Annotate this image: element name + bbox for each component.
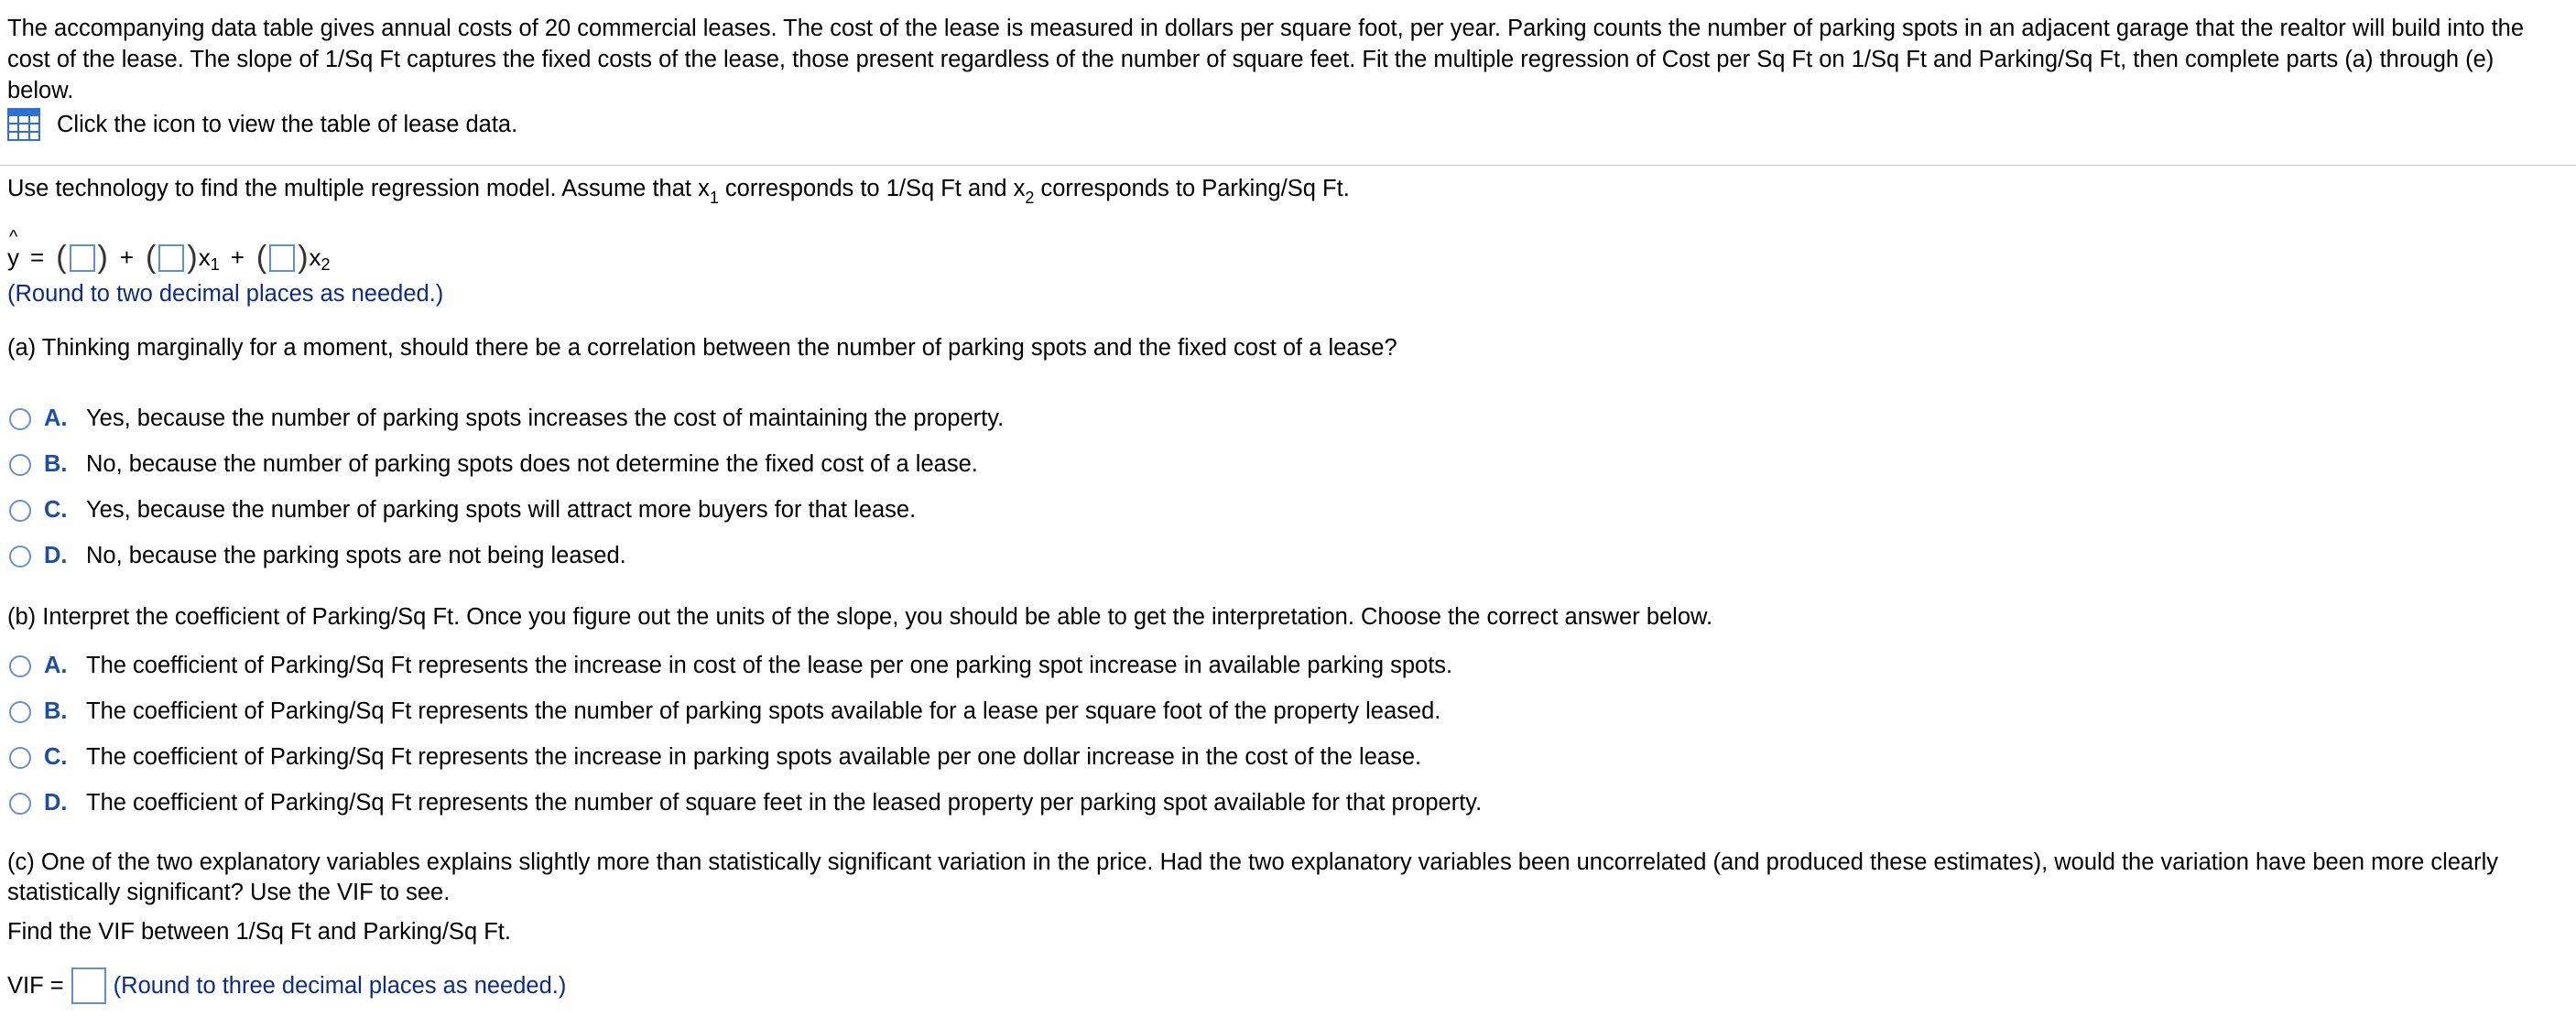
part-b-option-c[interactable]: C. The coefficient of Parking/Sq Ft represents the increase in parking spots available per one dollar increase in the cost of the lease. [9,744,1421,771]
view-table-text[interactable]: Click the icon to view the table of lease data. [57,111,518,137]
radio-button[interactable] [9,655,31,677]
radio-button[interactable] [9,793,31,815]
part-b-question: (b) Interpret the coefficient of Parking/Sq Ft. Once you figure out the units of the slope, you should be able to get the interpretation. Choose the correct answer below. [7,604,1713,630]
radio-button[interactable] [9,500,31,522]
problem-intro: The accompanying data table gives annual costs of 20 commercial leases. The cost of the lease is measured in dollars per square foot, per year. Parking counts the number of parking spots in an adjacent garage that the realtor will build into the cost of the lease. The slope of 1/Sq Ft captures the fixed costs of the lease, those present regardless of the number of square feet. Fit the multiple regression of Cost per Sq Ft on 1/Sq Ft and Parking/Sq Ft, then complete parts (a) through (e) below. [7,16,2525,103]
part-a-option-c[interactable]: C. Yes, because the number of parking spots will attract more buyers for that lease. [9,497,916,524]
find-vif-prompt: Find the VIF between 1/Sq Ft and Parking/Sq Ft. [7,919,511,945]
part-a-option-d[interactable]: D. No, because the parking spots are not being leased. [9,543,626,569]
vif-row: VIF = (Round to three decimal places as needed.) [7,968,566,1004]
regression-prompt: Use technology to find the multiple regression model. Assume that $x_1$ corresponds to 1/Sq Ft and $x_2$ corresponds to Parking/Sq Ft. [7,176,1350,207]
radio-button[interactable] [9,747,31,769]
round-three-hint: (Round to three decimal places as needed.) [113,972,567,999]
part-b-option-d[interactable]: D. The coefficient of Parking/Sq Ft represents the number of square feet in the leased property per parking spot available for that property. [9,790,1482,816]
table-grid-icon[interactable] [7,108,40,141]
regression-equation: ^ y = ( ) + ( ) x 1 + ( ) x 2 [7,227,331,275]
part-c-question: (c) One of the two explanatory variables explains slightly more than statistically significant variation in the price. Had the two explanatory variables been uncorrelated (and produced these estimates), would the variation have been more clearly statistically significant? Use the VIF to see. [7,849,2499,905]
part-b-option-a[interactable]: A. The coefficient of Parking/Sq Ft represents the increase in cost of the lease per one parking spot increase in available parking spots. [9,653,1452,679]
radio-button[interactable] [9,454,31,476]
radio-button[interactable] [9,701,31,723]
x1-coefficient-input[interactable] [158,244,184,272]
vif-input[interactable] [71,968,106,1004]
round-two-hint: (Round to two decimal places as needed.) [7,281,444,307]
x2-coefficient-input[interactable] [269,244,295,272]
radio-button[interactable] [9,408,31,430]
view-table-link[interactable] [7,108,517,141]
section-divider [0,165,2576,166]
intercept-input[interactable] [70,244,95,272]
y-hat: ^ y [7,227,19,271]
part-a-option-b[interactable]: B. No, because the number of parking spots does not determine the fixed cost of a lease. [9,451,978,478]
radio-button[interactable] [9,546,31,568]
part-b-option-b[interactable]: B. The coefficient of Parking/Sq Ft represents the number of parking spots available for a lease per square foot of the property leased. [9,698,1440,725]
part-a-question: (a) Thinking marginally for a moment, should there be a correlation between the number of parking spots and the fixed cost of a lease? [7,335,1397,361]
part-a-option-a[interactable]: A. Yes, because the number of parking spots increases the cost of maintaining the property. [9,405,1004,432]
